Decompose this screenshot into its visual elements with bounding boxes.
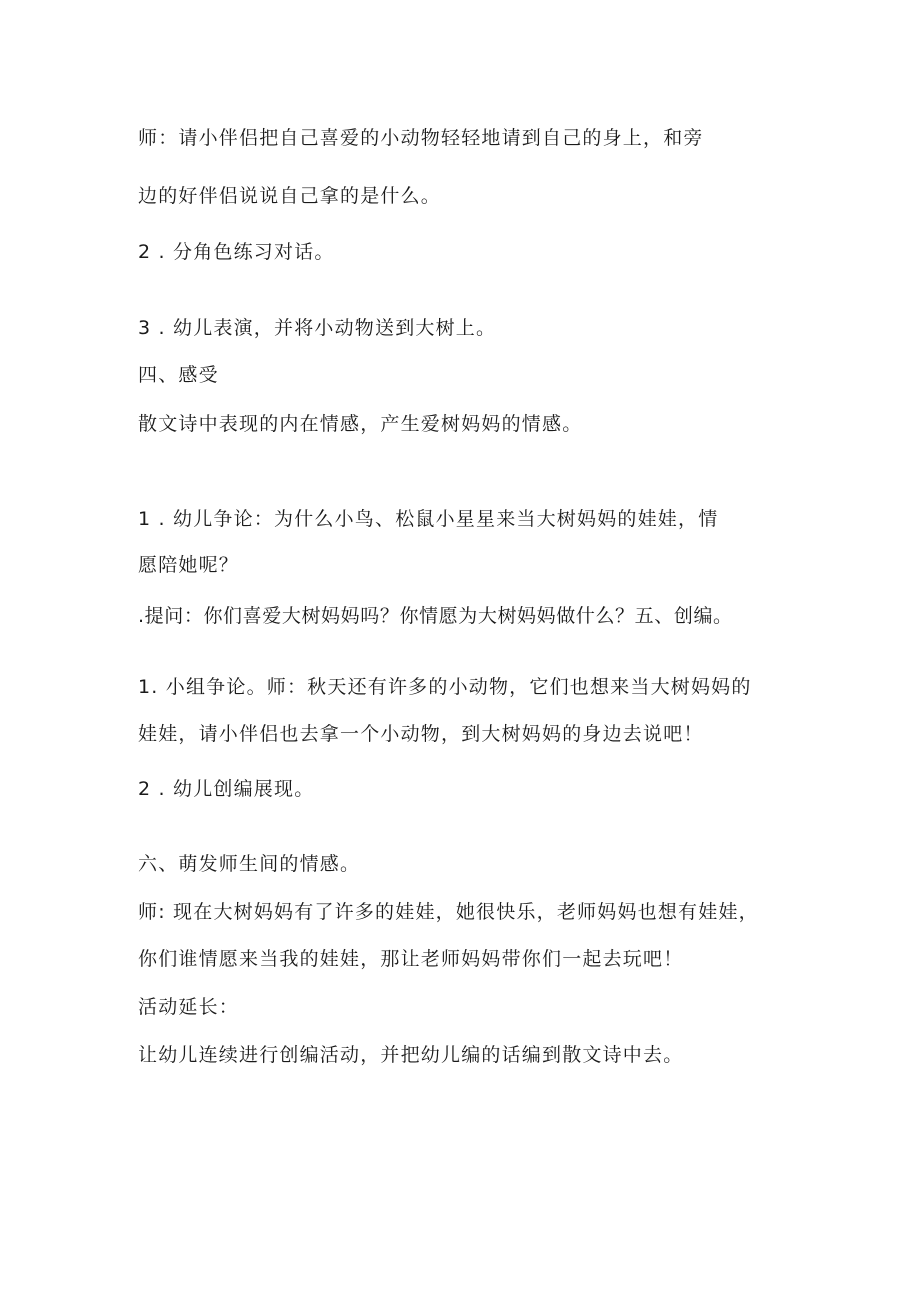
section-heading: 四、感受 bbox=[138, 364, 219, 386]
text-line: 愿陪她呢？ bbox=[138, 554, 240, 576]
text-line: 散文诗中表现的内在情感，产生爱树妈妈的情感。 bbox=[138, 413, 583, 435]
text-line: 你们谁情愿来当我的娃娃，那让老师妈妈带你们一起去玩吧！ bbox=[138, 948, 684, 970]
list-item: 1. 小组争论。师：秋天还有许多的小动物，它们也想来当大树妈妈的 bbox=[138, 676, 752, 698]
text-line: 让幼儿连续进行创编活动，并把幼儿编的话编到散文诗中去。 bbox=[138, 1044, 684, 1066]
text-line: 边的好伴侣说说自己拿的是什么。 bbox=[138, 185, 442, 207]
section-heading: 六、萌发师生间的情感。 bbox=[138, 853, 361, 875]
list-item: .提问：你们喜爱大树妈妈吗？你情愿为大树妈妈做什么？五、创编。 bbox=[138, 605, 733, 627]
list-item: 2 . 幼儿创编展现。 bbox=[138, 778, 315, 800]
list-item: 3 . 幼儿表演，并将小动物送到大树上。 bbox=[138, 317, 497, 339]
section-heading: 活动延长： bbox=[138, 996, 240, 1018]
list-item: 1 . 幼儿争论：为什么小鸟、松鼠小星星来当大树妈妈的娃娃，情 bbox=[138, 508, 719, 530]
text-line: 师: 现在大树妈妈有了许多的娃娃，她很快乐，老师妈妈也想有娃娃， bbox=[138, 901, 759, 923]
text-line: 娃娃，请小伴侣也去拿一个小动物，到大树妈妈的身边去说吧！ bbox=[138, 723, 704, 745]
text-line: 师：请小伴侣把自己喜爱的小动物轻轻地请到自己的身上，和旁 bbox=[138, 127, 704, 149]
list-item: 2 . 分角色练习对话。 bbox=[138, 241, 335, 263]
